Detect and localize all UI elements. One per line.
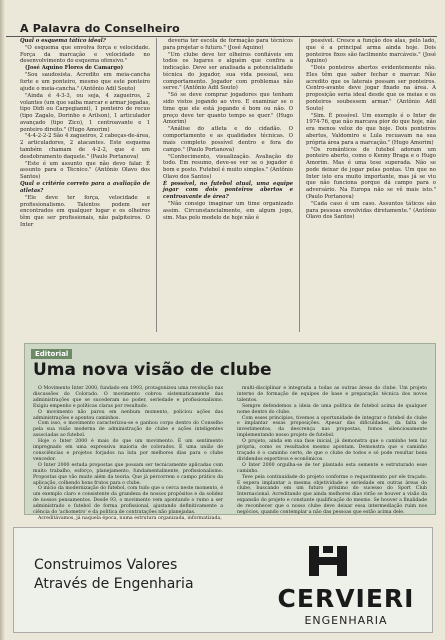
interview-columns xyxy=(20,38,436,332)
editorial-tag: Editorial xyxy=(31,349,72,359)
advertisement xyxy=(13,527,433,633)
editorial-paragraph: multi-disciplinar e integrada a todas as outras áreas do clube. Um projeto interno de formação de equipes de base e preparação técnica dos novos talentos. xyxy=(237,386,427,403)
editorial-paragraph: Hoje o Inter 2000 é mais do que um movimento. É um sentimento impregnado em uma expressiva maioria de colorados. É uma união de consciências e projetos forjados na luta por melhores dias para o clube vencedor. xyxy=(33,439,223,462)
editorial-paragraph: Com esses princípios, tivemos a oportunidade de integrar o futebol do clube e implantar essas proposições. Apesar das dificuldades, da falta de investimentos, da descrença nas propostas, fomos silenciosamente implementando nosso projeto de futebol. xyxy=(237,415,427,439)
interview-paragraph: "Não consigo imaginar um time organizado assim. Circunstancialmente, em algum jogo, sim. Mas pelo modelo de hoje não é xyxy=(163,201,293,221)
ad-slogan-line-2: Através de Engenharia xyxy=(34,576,194,592)
interview-paragraph: "Sim. É possível. Um exemplo é o Inter de 1974-76, que não marcava pior do que hoje, não era menos veloz do que hoje. Dois ponteiros abertos, Valdomiro e Lula recuavam na sua própria área para a marcação." (Hugo Amorim) xyxy=(306,112,436,146)
interview-paragraph: "Sou saudosista. Acredito em meia-cancha forte e um ponteiro, mesmo que este ponteiro ajude o meia-cancha." (Antônio Adil Souto) xyxy=(20,72,150,92)
interview-paragraph: "Os românticos de futebol adoram um ponteiro aberto, como o Kenny Braga e o Hugo Amorim. Mas é uma tese superada. Não se pode deixar de jogar pelas pontas. Um que no Inter isto era muito importante, mas já se viu que não funciona porque dá campo para o adversário. Na Europa não se vê mais isto." (Paulo Portanova) xyxy=(306,146,436,200)
interview-column-3 xyxy=(306,38,436,332)
ad-slogan xyxy=(34,556,244,594)
ad-brand-name: CERVIERI xyxy=(277,584,415,613)
interview-paragraph: "4-4-2-2-2 São 4 zagueiros, 2 cabeças-de-área, 2 articuladores, 2 atacantes. Este esquema também chamam de 4-2-2, que é um desdobramento daquele." (Paulo Portanova) xyxy=(20,133,150,160)
cervieri-logo-icon xyxy=(303,542,353,580)
interview-paragraph: "Este é um assunto que não devo falar. É assunto para o Técnico." (Antônio Olavo dos Santos) xyxy=(20,160,150,181)
interview-paragraph: "Ainda é 4-3-3, ou seja, 4 zagueiros, 2 volantes (um que saiba marcar e armar jogadas, tipo Didi ou Carpegianni), 1 ponteiro de recuo (tipo Zagalo, Dorinho e Arilson), 1 articulador avançado (tipo Zico), 1 centroavante e 1 ponteiro direito." (Hugo Amorim) xyxy=(20,92,151,133)
interview-column-2 xyxy=(163,38,293,332)
editorial-title: Uma nova visão de clube xyxy=(33,360,272,380)
interview-question: Qual o critério correto para a avaliação de atletas? xyxy=(20,181,150,194)
interview-paragraph: "Dois ponteiros abertos evidentemente não. Eles têm que saber fechar e marcar. Não acredito que os laterais possam ser ponteiros. Centro-avante deve jogar fixado na área. A proposição seria ideal desde que os meias e os ponteiros soubessem armar." (Antônio Adil Souto) xyxy=(306,65,436,112)
editorial-paragraph: Com isso, o movimento caracterizou-se e ganhou corpo dentro do Conselho pela sua visão moderna de administração do clube e ações inteligentes associadas ao futebol. xyxy=(33,421,223,439)
ad-slogan-line-1: Construimos Valores xyxy=(34,557,178,573)
section-title: A Palavra do Conselheiro xyxy=(20,22,180,35)
editorial-paragraph: O início da modernização do futebol, com tudo que o cerca neste momento, é um exemplo claro e consistente da grandeza de nossos propósitos e da solidez de nossos pensamentos. Desde 93, o movimento vem apontando o rumo a ser administrado o futebol de forma profissional, ajustando definitivamente a ciência do 'achometro' e da política de contratações não planejadas. xyxy=(33,486,223,516)
interview-paragraph: (José Aquino Flores de Camargo) xyxy=(25,65,124,72)
page-fold-shadow xyxy=(0,0,5,640)
editorial-paragraph: O projeto, ainda em sua fase inicial, já demonstra que o caminho tem luz própria, como os resultados mesmo apontam. Demonstra que o caminho traçado é o caminho certo, de que o clube de todos e só pode resultar bons dividendos esportivos e econômicos. xyxy=(237,439,427,462)
interview-paragraph: "Análise do atleta e do cidadão. O comportamento e as qualidades técnicas. O mais completo possível dentro e fora do campo." (Paulo Portanova) xyxy=(163,126,293,153)
editorial-body xyxy=(33,386,429,521)
interview-paragraph: "Só se deve comprar jogadores que tenham sido vistos jogando ao vivo. E examinar se o time que ele está jogando é bom ou não. O preço deve ter quanto tempo se quer." (Hugo Amorim) xyxy=(163,92,293,126)
editorial-paragraph: O Movimento Inter 2000, fundado em 1993, protagonizou uma revolução nas discussões do Colorado. O movimento cobrou sistematicamente das administrações que se sucederam no poder, seriedade e profissionalismo. Exigiu empenho e políticas claras por resultado. xyxy=(33,386,223,409)
editorial-column-1 xyxy=(33,386,223,521)
interview-paragraph: "Ele deve ter força, velocidade e profissionalismo. Talentos podem ser encontrados em qualquer lugar e os olheiros têm que ser profissionais, não palpiteiros. O Inter xyxy=(20,194,150,228)
editorial-column-2 xyxy=(237,386,427,516)
column-divider xyxy=(299,38,300,332)
interview-paragraph: "Cada caso é um caso. Assuntos táticos são para pessoas envolvidas diretamente." (Antônio Olavo dos Santos) xyxy=(306,200,436,221)
interview-paragraph: deveria ter escola de formação para técnicos para projetar o futuro." (José Aquino) xyxy=(163,38,293,51)
editorial-paragraph: Sempre defendemos a ideia de uma política de futebol acima de qualquer nome dentro do clube. xyxy=(237,403,427,415)
interview-question: É possível, no futebol atual, uma equipe jogar com dois ponteiros abertos e centroavante de área? xyxy=(163,180,293,201)
section-header xyxy=(6,10,437,37)
interview-paragraph: "Conhecimento, visualização. Avaliação do todo. Em resumo, deve-se ver se o jogador é bom e posto. Futebol é muito simples." (Antônio Olavo dos Santos) xyxy=(163,153,293,180)
ad-brand-subtitle: ENGENHARIA xyxy=(304,614,388,627)
interview-paragraph: "Um clube deve ter olheiros confiáveis em todos os lugares e alguém que confira a indicação. Deve ser analisada a potencialidade técnica do jogador, sua vida pessoal, seu comportamento. Jogador com problemas não serve." (Antônio Adil Souto) xyxy=(163,51,293,92)
interview-column-1 xyxy=(20,38,150,332)
editorial-paragraph: O Inter 2000 estuda propostas que possam ser tecnicamente aplicadas com muito trabalho, esforço, planejamento, fundamentalmente, profissionalismo. Propostas que vão muito além da teoria. Que já percorrem o campo prático da aplicação, colhendo bons frutos para o clube. xyxy=(33,462,223,486)
editorial-paragraph: O Inter 2000 orgulha-se de ter plantado esta semente e estruturado esse caminho. xyxy=(237,462,427,474)
interview-paragraph: "O esquema que envolva força e velocidade. Força da marcação e velocidade no desenvolvimento do esquema ofensivo." xyxy=(20,44,150,65)
editorial-paragraph: Teve pela continuidade do projeto conforme o requerimento por ele traçado. E espera implantar a mesma objetividade e seriedade em outras áreas do clube, buscando em um futuro próximo do sucesso do Sport Club Internacional. Acreditando que ainda melhores dias virão se houver a visão da expansão do projeto e constante qualificação do mesmo. Se houver a finalidade de reconhecer que o nosso clube deve deixar essa intermediação ruim nos negócios, quando contemplar a não das pessoas que estão acima dele. xyxy=(237,474,427,516)
column-divider xyxy=(156,38,157,332)
interview-question: Qual o esquema tático ideal? xyxy=(20,38,106,44)
interview-paragraph: possível. Cresce a função dos alas, pelo lado, que é a principal arma ainda hoje. Dois ponteiros fixos são facilmente marcáveis." (José Aquino) xyxy=(306,38,436,65)
editorial-paragraph: O movimento não parou em nenhum momento, policiou ações das administrações e apontou caminhos. xyxy=(33,409,223,421)
editorial-box xyxy=(24,343,436,521)
editorial-paragraph: Acreditávamos, já naquela época, numa estrutura organizada, informatizada, xyxy=(38,515,222,521)
